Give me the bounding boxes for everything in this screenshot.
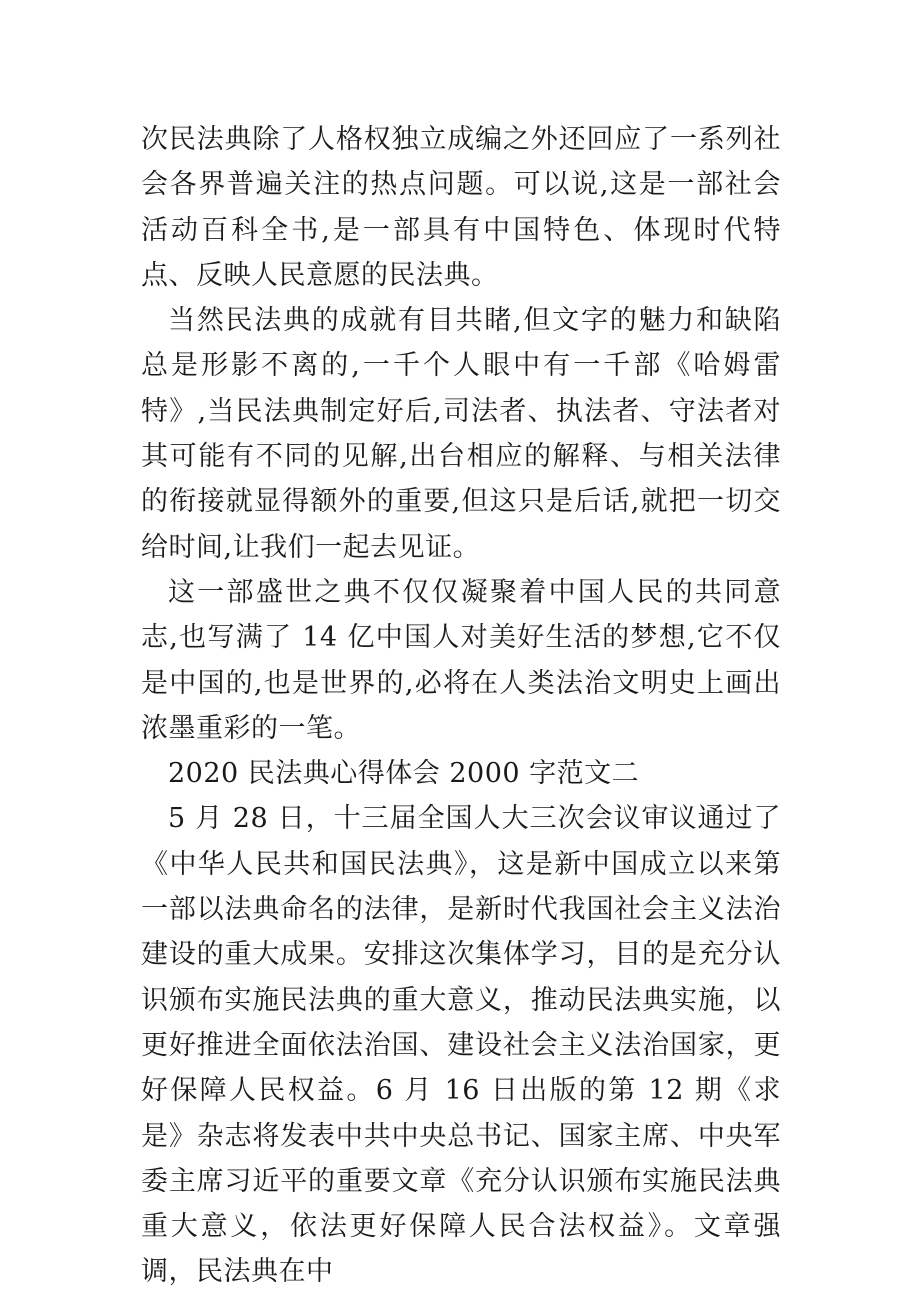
- paragraph-4: 5 月 28 日，十三届全国人大三次会议审议通过了《中华人民共和国民法典》，这是新中国成立以来第一部以法典命名的法律，是新时代我国社会主义法治建设的重大成果。安排这次集体学习，目的是充分认识颁布实施民法典的重大意义，推动民法典实施，以更好推进全面依法治国、建设社会主义法治国家，更好保障人民权益。6 月 16 日出版的第 12 期《求是》杂志将发表中共中央总书记、国家主席、中央军委主席习近平的重要文章《充分认识颁布实施民法典重大意义，依法更好保障人民合法权益》。文章强调，民法典在中: [141, 803, 781, 1288]
- paragraph-1: 次民法典除了人格权独立成编之外还回应了一系列社会各界普遍关注的热点问题。可以说,这是一部社会活动百科全书,是一部具有中国特色、体现时代特点、反映人民意愿的民法典。: [141, 124, 781, 291]
- paragraph-3: 这一部盛世之典不仅仅凝聚着中国人民的共同意志,也写满了 14 亿中国人对美好生活的梦想,它不仅是中国的,也是世界的,必将在人类法治文明史上画出浓墨重彩的一笔。: [141, 576, 781, 744]
- paragraph-2: 当然民法典的成就有目共睹,但文字的魅力和缺陷总是形影不离的,一千个人眼中有一千部《哈姆雷特》,当民法典制定好后,司法者、执法者、守法者对其可能有不同的见解,出台相应的解释、与相关法律的衔接就显得额外的重要,但这只是后话,就把一切交给时间,让我们一起去见证。: [141, 305, 781, 563]
- section-heading: 2020 民法典心得体会 2000 字范文二: [168, 758, 640, 790]
- document-body: [141, 117, 781, 1295]
